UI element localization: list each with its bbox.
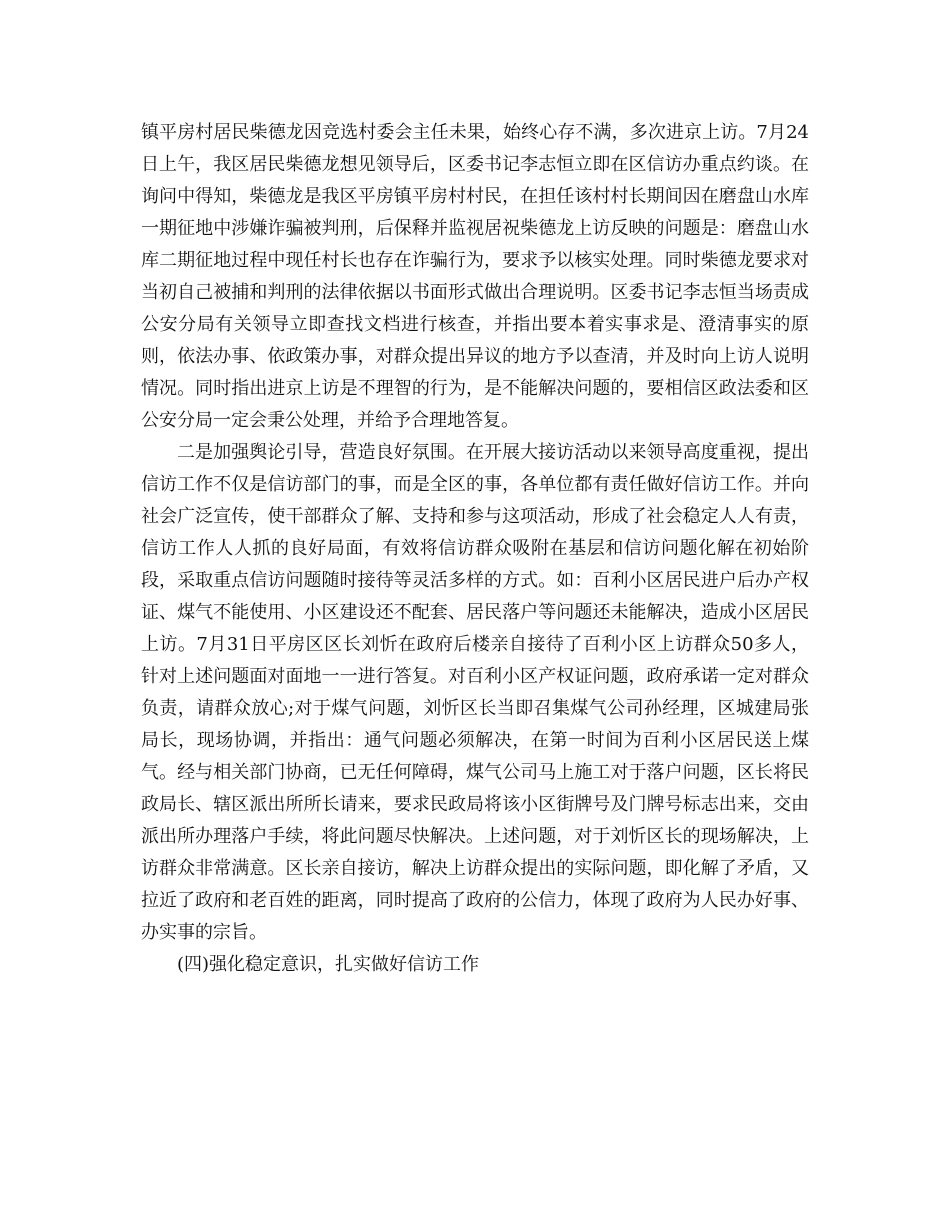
paragraph-second-point: 二是加强舆论引导，营造良好氛围。在开展大接访活动以来领导高度重视，提出信访工作不仅是信访部门的事，而是全区的事，各单位都有责任做好信访工作。并向社会广泛宣传，使干部群众了解、支持和参与这项活动，形成了社会稳定人人有责，信访工作人人抓的良好局面，有效将信访群众吸附在基层和信访问题化解在初始阶段，采取重点信访问题随时接待等灵活多样的方式。如：百利小区居民进户后办产权证、煤气不能使用、小区建设还不配套、居民落户等问题还未能解决，造成小区居民上访。7月31日平房区区长刘忻在政府后楼亲自接待了百利小区上访群众50多人，针对上述问题面对面地一一进行答复。对百利小区产权证问题，政府承诺一定对群众负责，请群众放心;对于煤气问题，刘忻区长当即召集煤气公司孙经理，区城建局张局长，现场协调，并指出：通气问题必须解决，在第一时间为百利小区居民送上煤气。经与相关部门协商，已无任何障碍，煤气公司马上施工对于落户问题，区长将民政局长、辖区派出所所长请来，要求民政局将该小区街牌号及门牌号标志出来，交由派出所办理落户手续，将此问题尽快解决。上述问题，对于刘忻区长的现场解决，上访群众非常满意。区长亲自接访，解决上访群众提出的实际问题，即化解了矛盾，又拉近了政府和老百姓的距离，同时提高了政府的公信力，体现了政府为人民办好事、办实事的宗旨。 [141,442,809,943]
paragraph-continued: 镇平房村居民柴德龙因竞选村委会主任未果，始终心存不满，多次进京上访。7月24日上午，我区居民柴德龙想见领导后，区委书记李志恒立即在区信访办重点约谈。在询问中得知，柴德龙是我区平房镇平房村村民，在担任该村村长期间因在磨盘山水库一期征地中涉嫌诈骗被判刑，后保释并监视居祝柴德龙上访反映的问题是：磨盘山水库二期征地过程中现任村长也存在诈骗行为，要求予以核实处理。同时柴德龙要求对当初自己被捕和判刑的法律依据以书面形式做出合理说明。区委书记李志恒当场责成公安分局有关领导立即查找文档进行核查，并指出要本着实事求是、澄清事实的原则，依法办事、依政策办事，对群众提出异议的地方予以查清，并及时向上访人说明情况。同时指出进京上访是不理智的行为，是不能解决问题的，要相信区政法委和区公安分局一定会秉公处理，并给予合理地答复。 [141,122,809,431]
document-body [141,117,809,981]
section-heading: (四)强化稳定意识，扎实做好信访工作 [177,954,480,975]
